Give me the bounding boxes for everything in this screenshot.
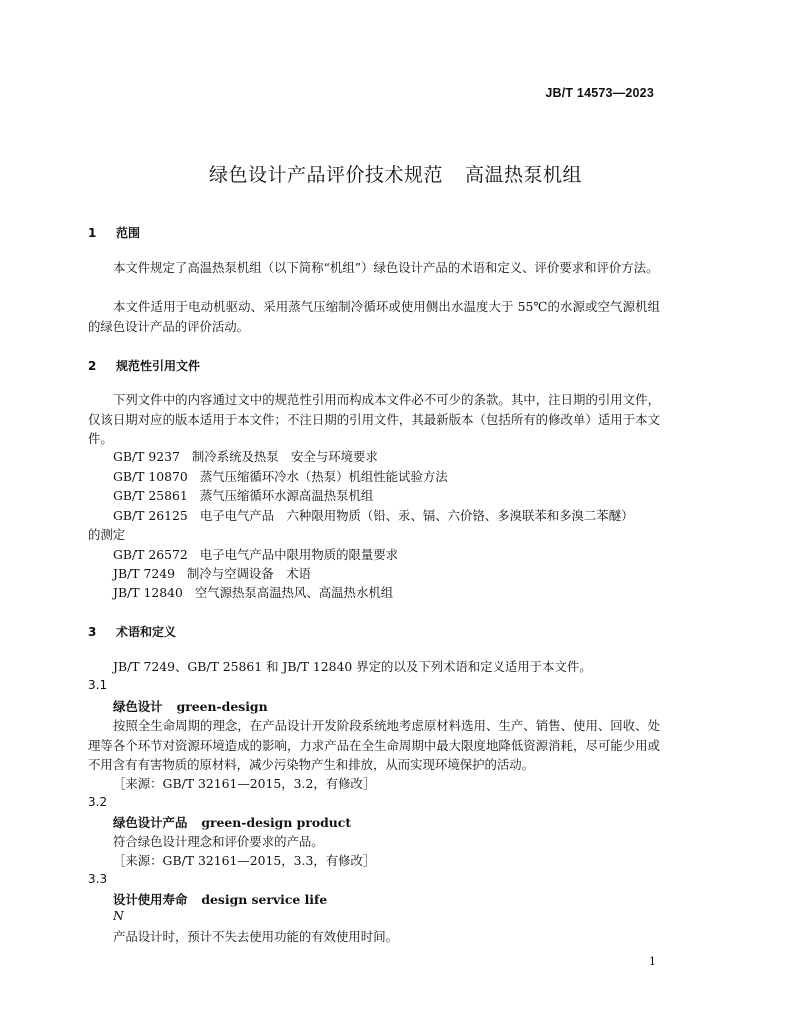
- reference-item: GB/T 25861 蒸气压缩循环水源高温热泵机组: [113, 488, 374, 503]
- section-1-heading: 1 范围: [88, 226, 141, 240]
- reference-item: GB/T 9237 制冷系统及热泵 安全与环境要求: [113, 449, 378, 464]
- reference-item: GB/T 10870 蒸气压缩循环冷水（热泵）机组性能试验方法: [113, 469, 448, 484]
- reference-item-continuation: 的测定: [88, 527, 126, 542]
- reference-item: GB/T 26572 电子电气产品中限用物质的限量要求: [113, 547, 399, 562]
- title-part1: 绿色设计产品评价技术规范: [208, 164, 443, 186]
- term-source: ［来源：GB/T 32161—2015，3.3，有修改］: [113, 853, 376, 868]
- term-heading: 绿色设计产品 green-design product: [113, 815, 352, 830]
- document-title: [0, 160, 791, 187]
- page-number: 1: [649, 955, 656, 968]
- scope-paragraph-2: 本文件适用于电动机驱动、采用蒸气压缩制冷循环或使用侧出水温度大于 55℃的水源或空气源机组的绿色设计产品的评价活动。: [88, 299, 660, 334]
- scope-paragraph-1: 本文件规定了高温热泵机组（以下简称“机组”）绿色设计产品的术语和定义、评价要求和评价方法。: [113, 260, 659, 275]
- term-number: 3.3: [88, 872, 108, 886]
- term-number: 3.2: [88, 795, 108, 809]
- term-heading: 设计使用寿命 design service life: [113, 892, 328, 907]
- section-2-heading: 2 规范性引用文件: [88, 359, 201, 373]
- term-number: 3.1: [88, 678, 108, 692]
- term-definition: 按照全生命周期的理念，在产品设计开发阶段系统地考虑原材料选用、生产、销售、使用、回收、处理等各个环节对资源环境造成的影响，力求产品在全生命周期中最大限度地降低资源消耗，尽可能少用或不用含有有害物质的原材料，减少污染物产生和排放，从而实现环境保护的活动。: [88, 718, 660, 772]
- reference-item: JB/T 7249 制冷与空调设备 术语: [113, 566, 311, 581]
- term-heading: 绿色设计 green-design: [113, 699, 268, 714]
- term-source: ［来源：GB/T 32161—2015，3.2，有修改］: [113, 776, 376, 791]
- terms-intro: JB/T 7249、GB/T 25861 和 JB/T 12840 界定的以及下列术语和定义适用于本文件。: [113, 659, 592, 674]
- references-intro: 下列文件中的内容通过文中的规范性引用而构成本文件必不可少的条款。其中，注日期的引用文件，仅该日期对应的版本适用于本文件；不注日期的引用文件，其最新版本（包括所有的修改单）适用于本文件。: [88, 392, 660, 446]
- title-part2: 高温热泵机组: [465, 164, 583, 186]
- term-symbol: N: [113, 908, 124, 923]
- term-definition: 产品设计时，预计不失去使用功能的有效使用时间。: [113, 929, 398, 944]
- term-definition: 符合绿色设计理念和评价要求的产品。: [113, 834, 324, 849]
- reference-item: JB/T 12840 空气源热泵高温热风、高温热水机组: [113, 585, 394, 600]
- standard-number: JB/T 14573—2023: [545, 86, 654, 100]
- reference-item: GB/T 26125 电子电气产品 六种限用物质（铅、汞、镉、六价铬、多溴联苯和多溴二苯醚）: [113, 508, 634, 523]
- section-3-heading: 3 术语和定义: [88, 625, 177, 639]
